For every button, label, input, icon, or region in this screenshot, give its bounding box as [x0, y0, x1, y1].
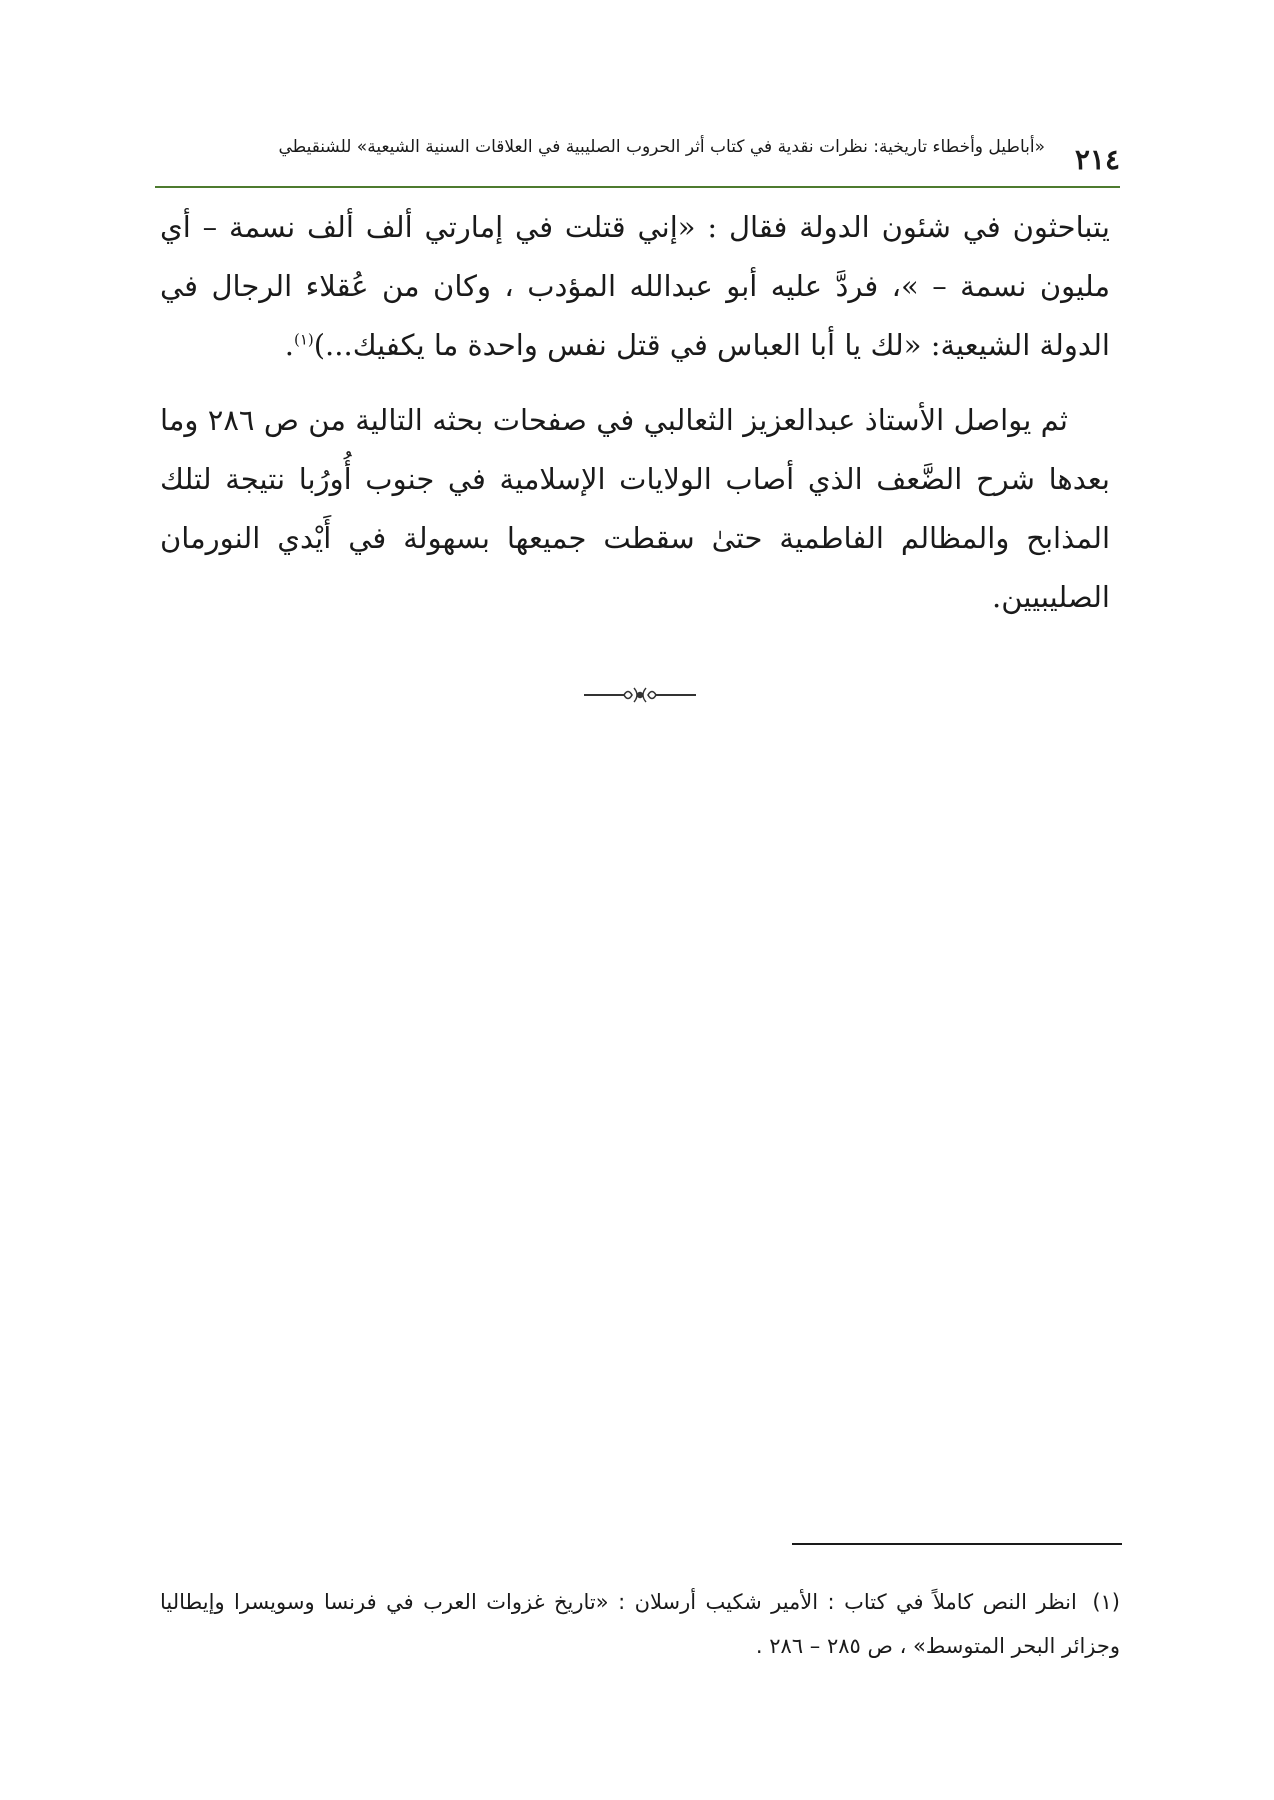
- paragraph-1: [160, 198, 1110, 375]
- running-title: «أباطيل وأخطاء تاريخية: نظرات نقدية في كتاب أثر الحروب الصليبية في العلاقات السنية الشيعية» للشنقيطي: [278, 137, 1045, 157]
- paragraph-1-text: يتباحثون في شئون الدولة فقال : «إني قتلت في إمارتي ألف ألف نسمة – أي مليون نسمة – »، فردَّ عليه أبو عبدالله المؤدب ، وكان من عُقلاء الرجال في الدولة الشيعية: «لك يا أبا العباس في قتل نفس واحدة ما يكفيك...): [160, 210, 1110, 362]
- page-header: [160, 118, 1120, 180]
- footnote-1: [160, 1580, 1120, 1668]
- page-number: ٢١٤: [1074, 143, 1120, 176]
- section-divider-ornament-icon: [580, 682, 700, 708]
- footnote-number: (١): [1092, 1590, 1120, 1614]
- footnote-reference-1[interactable]: (١): [293, 330, 314, 349]
- footnote-text: انظر النص كاملاً في كتاب : الأمير شكيب أرسلان : «تاريخ غزوات العرب في فرنسا وسويسرا وإيطاليا وجزائر البحر المتوسط» ، ص ٢٨٥ – ٢٨٦ .: [160, 1590, 1120, 1658]
- paragraph-1-end: .: [284, 328, 294, 362]
- footnote-divider: [792, 1543, 1122, 1545]
- paragraph-2: ثم يواصل الأستاذ عبدالعزيز الثعالبي في صفحات بحثه التالية من ص ٢٨٦ وما بعدها شرح الضَّعف الذي أصاب الولايات الإسلامية في جنوب أُورُبا نتيجة لتلك المذابح والمظالم الفاطمية حتىٰ سقطت جميعها بسهولة في أَيْدي النورمان الصليبيين.: [160, 403, 1110, 614]
- main-text: [160, 198, 1110, 643]
- header-divider: [155, 186, 1120, 188]
